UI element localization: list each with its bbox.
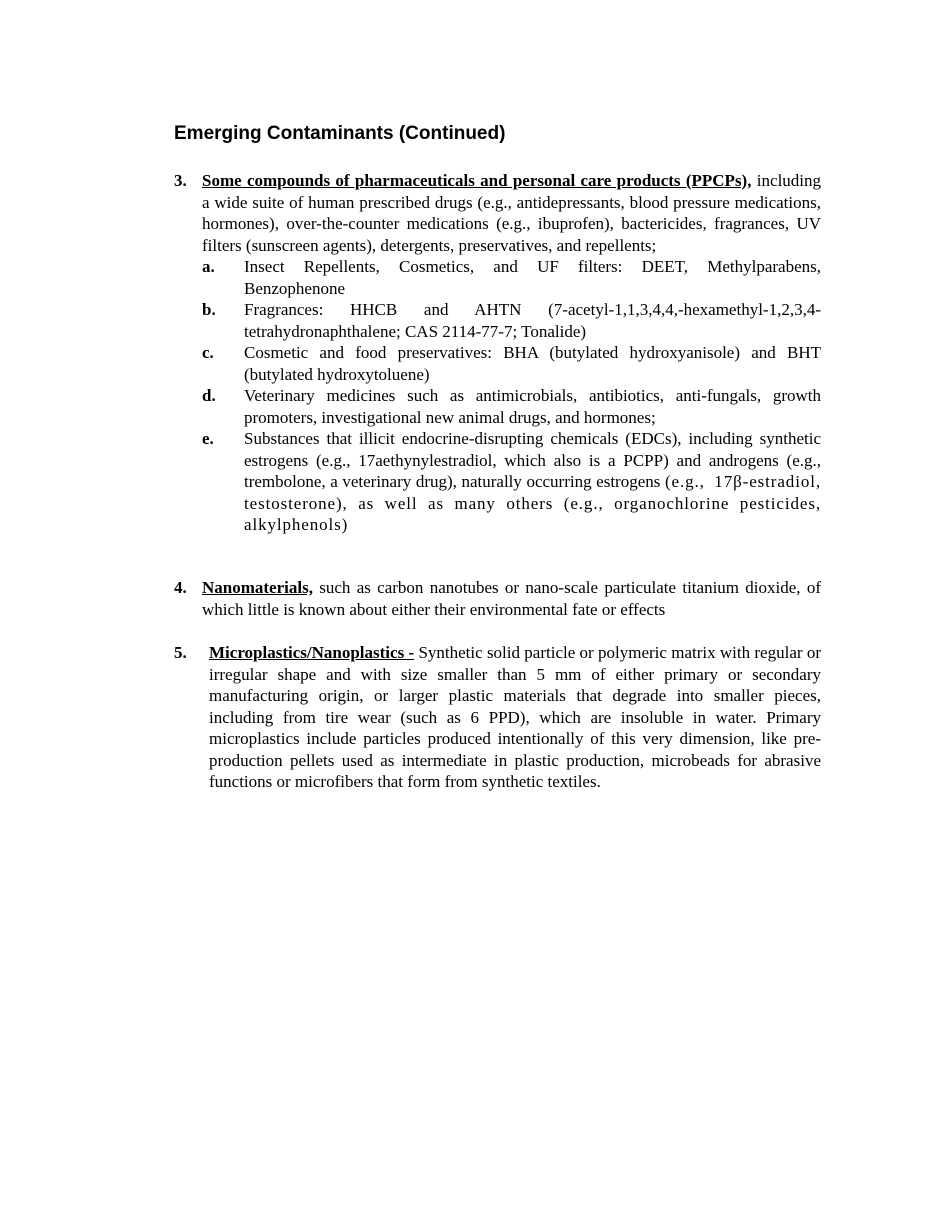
item-lead: Some compounds of pharmaceuticals and personal care products (PPCPs), [202,171,752,190]
sub-item-text [244,428,821,536]
item-paragraph [202,170,821,256]
item-text: such as carbon nanotubes or nano-scale particulate titanium dioxide, of which little is known about either their environmental fate or effects [202,578,821,619]
sub-item-a [202,256,821,299]
item-number: 4. [174,578,187,597]
item-lead: Nanomaterials, [202,578,313,597]
sub-item-text: Insect Repellents, Cosmetics, and UF filters: DEET, Methylparabens, Benzophenone [244,257,821,298]
sub-item-c [202,342,821,385]
sub-item-letter: d. [202,386,216,405]
sub-item-text: Fragrances: HHCB and AHTN (7-acetyl-1,1,3,4,4,-hexamethyl-1,2,3,4-tetrahydronaphthalene; CAS 2114-77-7; Tonalide) [244,300,821,341]
item-text: Synthetic solid particle or polymeric matrix with regular or irregular shape and with size smaller than 5 mm of either primary or secondary manufacturing origin, or larger plastic materials that degrade into smaller pieces, including from tire wear (such as 6 PPD), which are insoluble in water. Primary microplastics include particles produced intentionally of this very dimension, like pre-production pellets used as intermediate in plastic production, microbeads for abrasive functions or microfibers that form from synthetic textiles. [209,643,821,791]
sub-item-letter: e. [202,429,214,448]
sub-item-e [202,428,821,536]
list-item-4 [174,577,821,620]
sub-item-letter: b. [202,300,216,319]
sub-item-letter: c. [202,343,214,362]
item-lead: Microplastics/Nanoplastics - [209,643,415,662]
item-number: 5. [174,643,187,662]
sub-item-text-part2: (e.g., 17β-estradiol, testosterone), as well as many others (e.g., organochlorine pesticides, alkylphenols) [244,472,821,534]
page-title: Emerging Contaminants (Continued) [174,123,506,144]
sub-item-text-part1: Substances that illicit endocrine-disrupting chemicals (EDCs), including synthetic estrogens (e.g., 17aethynylestradiol, which also is a PCPP) and androgens (e.g., trembolone, a veterinary drug), naturally occurring estrogens [244,429,821,491]
item-number: 3. [174,171,187,190]
list-item-5 [174,642,821,793]
sub-item-b [202,299,821,342]
sub-item-text: Cosmetic and food preservatives: BHA (butylated hydroxyanisole) and BHT (butylated hydroxytoluene) [244,343,821,384]
sub-item-text: Veterinary medicines such as antimicrobials, antibiotics, anti-fungals, growth promoters, investigational new animal drugs, and hormones; [244,386,821,427]
item-text: including a wide suite of human prescribed drugs (e.g., antidepressants, blood pressure medications, hormones), over-the-counter medications (e.g., ibuprofen), bactericides, fragrances, UV filters (sunscreen agents), detergents, preservatives, and repellents; [202,171,822,255]
list-item-3 [174,170,821,536]
item-paragraph [209,642,821,793]
item-paragraph [202,577,821,620]
sub-item-letter: a. [202,257,215,276]
sub-item-d [202,385,821,428]
